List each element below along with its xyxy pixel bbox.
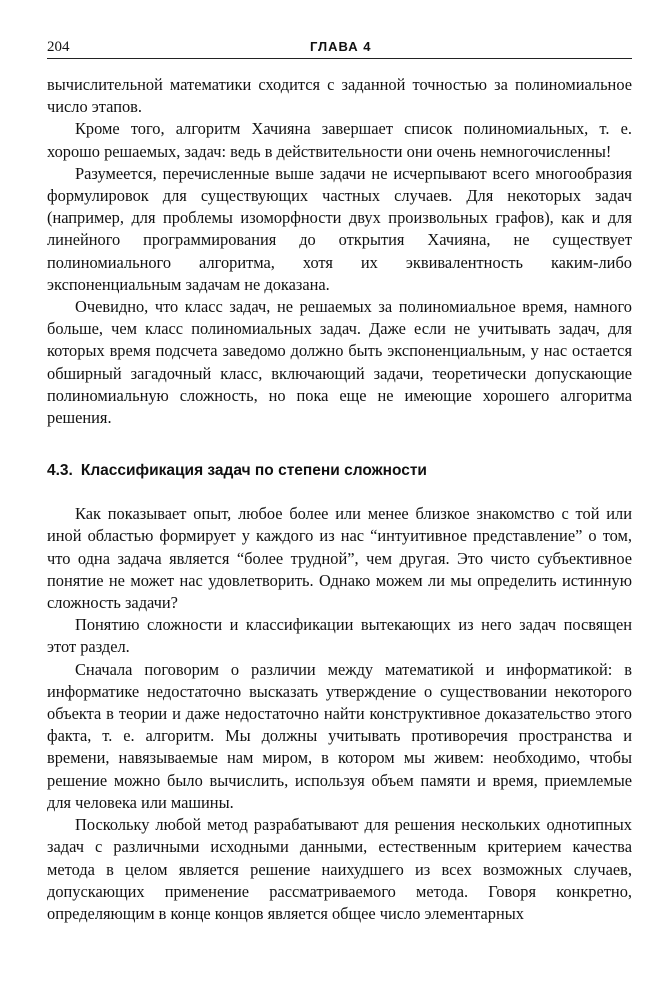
paragraph: Кроме того, алгоритм Хачияна завершает список полиномиальных, т. е. хорошо решаемых, задач: ведь в действительности они очень немногочисленны! [47,119,632,161]
page-number: 204 [47,39,70,55]
body-text [47,74,632,925]
paragraph: вычислительной математики сходится с заданной точностью за полиномиальное число этапов. [47,75,632,117]
book-page [47,38,632,925]
paragraph: Как показывает опыт, любое более или менее близкое знакомство с той или иной областью формирует у каждого из нас “интуитивное представление” о том, что одна задача является “более трудной”, чем другая. Это чисто субъективное понятие не может нас удовлетворить. Однако можем ли мы определить истинную сложность задачи? [47,504,632,613]
section-heading [47,461,632,481]
running-header [47,38,632,59]
chapter-title: ГЛАВА 4 [310,39,372,54]
section-title: Классификация задач по степени сложности [80,462,427,480]
paragraph: Сначала поговорим о различии между математикой и информатикой: в информатике недостаточно высказать утверждение о существовании некоторого объекта в теории и даже недостаточно найти конструктивное доказательство этого факта, т. е. алгоритм. Мы должны учитывать противоречия пространства и времени, навязываемые нам миром, в котором мы живем: необходимо, чтобы решение можно было вычислить, используя объем памяти и время, приемлемые для человека или машины. [47,659,632,812]
paragraph: Разумеется, перечисленные выше задачи не исчерпывают всего многообразия формулировок для существующих частных случаев. Для некоторых задач (например, для проблемы изоморфности двух произвольных графов), как и для линейного программирования до открытия Хачияна, не существует полиномиального алгоритма, хотя их эквивалентность каким-либо экспоненциальным задачам не доказана. [47,163,632,294]
paragraph: Очевидно, что класс задач, не решаемых за полиномиальное время, намного больше, чем класс полиномиальных задач. Даже если не учитывать задач, для которых время подсчета заведомо должно быть экспоненциальным, у нас остается обширный загадочный класс, включающий задачи, теоретически допускающие полиномиальную сложность, но пока еще не имеющие хорошего алгоритма решения. [47,297,632,428]
paragraph: Поскольку любой метод разрабатывают для решения нескольких однотипных задач с различными исходными данными, естественным критерием качества метода в целом является решение наихудшего из всех возможных случаев, допускающих применение рассматриваемого метода. Говоря конкретно, определяющим в конце концов является общее число элементарных [47,815,632,923]
paragraph: Понятию сложности и классификации вытекающих из него задач посвящен этот раздел. [47,615,632,657]
section-number: 4.3. [47,462,73,480]
